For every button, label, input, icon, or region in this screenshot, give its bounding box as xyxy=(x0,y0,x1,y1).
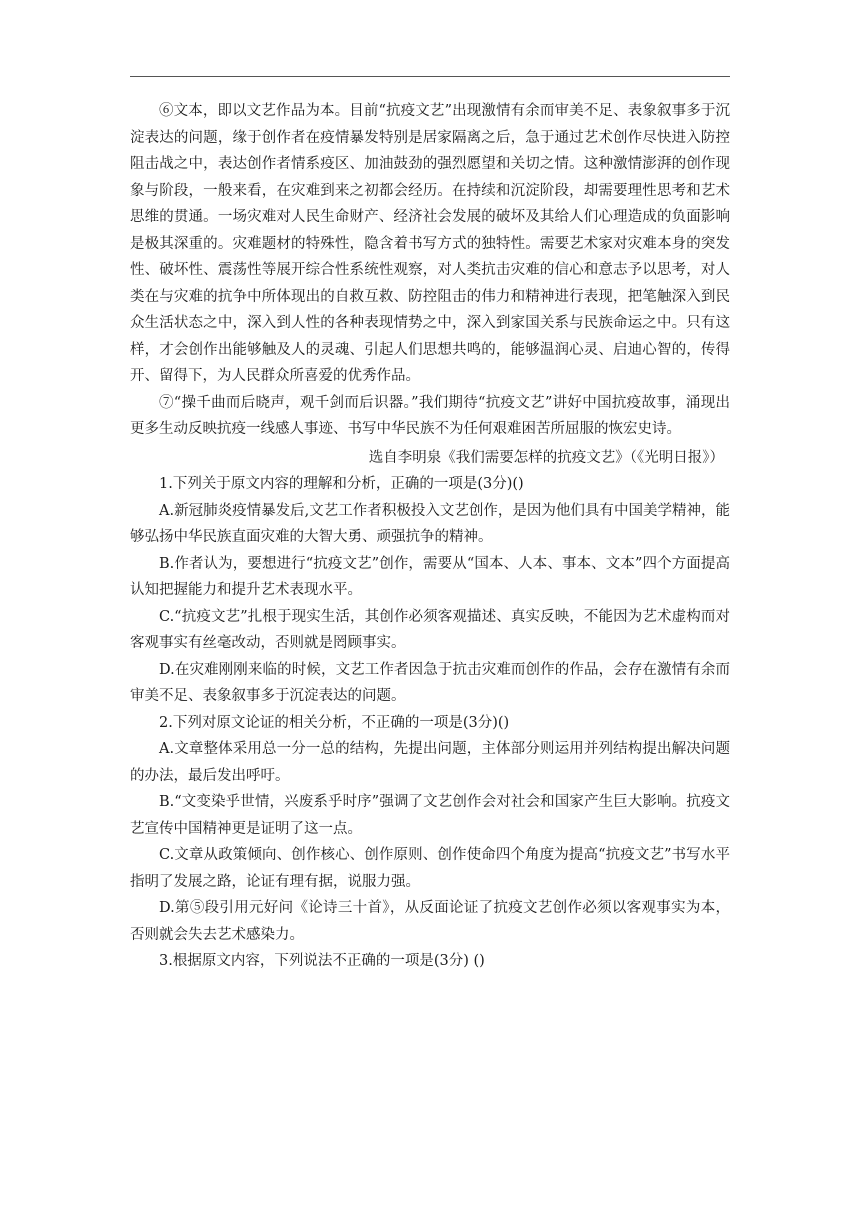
question-2-option-a: A.文章整体采用总一分一总的结构，先提出问题，主体部分则运用并列结构提出解决问题的办法，最后发出呼吁。 xyxy=(130,741,730,784)
question-1-option-b: B.作者认为，要想进行“抗疫文艺”创作，需要从“国本、人本、事本、文本”四个方面提高认知把握能力和提升艺术表现水平。 xyxy=(130,555,730,598)
paragraph-7: ⑦“操千曲而后晓声，观千剑而后识器。”我们期待“抗疫文艺”讲好中国抗疫故事，涌现出更多生动反映抗疫一线感人事迹、书写中华民族不为任何艰难困苦所屈服的恢宏史诗。 xyxy=(130,394,730,437)
question-1-option-c: C.“抗疫文艺”扎根于现实生活，其创作必须客观描述、真实反映，不能因为艺术虚构而对客观事实有丝毫改动，否则就是罔顾事实。 xyxy=(130,608,730,651)
header-rule xyxy=(130,76,730,77)
question-2-option-c: C.文章从政策倾向、创作核心、创作原则、创作使命四个角度为提高“抗疫文艺”书写水平指明了发展之路，论证有理有据，说服力强。 xyxy=(130,847,730,890)
paragraph-6: ⑥文本，即以文艺作品为本。目前“抗疫文艺”出现激情有余而审美不足、表象叙事多于沉淀表达的问题，缘于创作者在疫情暴发特别是居家隔离之后，急于通过艺术创作尽快进入防控阻击战之中，表达创作者情系疫区、加油鼓劲的强烈愿望和关切之情。这种激情澎湃的创作现象与阶段，一般来看，在灾难到来之初都会经历。在持续和沉淀阶段，却需要理性思考和艺术思维的贯通。一场灾难对人民生命财产、经济社会发展的破坏及其给人们心理造成的负面影响是极其深重的。灾难题材的特殊性，隐含着书写方式的独特性。需要艺术家对灾难本身的突发性、破坏性、震荡性等展开综合性系统性观察，对人类抗击灾难的信心和意志予以思考，对人类在与灾难的抗争中所体现出的自救互救、防控阻击的伟力和精神进行表现，把笔触深入到民众生活状态之中，深入到人性的各种表现情势之中，深入到家国关系与民族命运之中。只有这样，才会创作出能够触及人的灵魂、引起人们思想共鸣的，能够温润心灵、启迪心智的，传得开、留得下，为人民群众所喜爱的优秀作品。 xyxy=(130,103,730,384)
question-3-stem: 3.根据原文内容，下列说法不正确的一项是(3分) () xyxy=(159,953,485,969)
document-body xyxy=(130,98,730,975)
question-1-stem: 1.下列关于原文内容的理解和分析，正确的一项是(3分)() xyxy=(159,476,524,492)
question-2-stem: 2.下列对原文论证的相关分析，不正确的一项是(3分)() xyxy=(159,714,510,731)
source-citation: 选自李明泉《我们需要怎样的抗疫文艺》（《光明日报》） xyxy=(368,449,724,466)
question-1-option-d: D.在灾难刚刚来临的时候，文艺工作者因急于抗击灾难而创作的作品，会存在激情有余而审美不足、表象叙事多于沉淀表达的问题。 xyxy=(130,661,730,704)
question-2-option-d: D.第⑤段引用元好问《论诗三十首》，从反面论证了抗疫文艺创作必须以客观事实为本，否则就会失去艺术感染力。 xyxy=(130,900,730,943)
question-1-option-a: A.新冠肺炎疫情暴发后,文艺工作者积极投入文艺创作，是因为他们具有中国美学精神，能够弘扬中华民族直面灾难的大智大勇、顽强抗争的精神。 xyxy=(130,502,730,545)
question-2-option-b: B.“文变染乎世情，兴废系乎时序”强调了文艺创作会对社会和国家产生巨大影响。抗疫文艺宣传中国精神更是证明了这一点。 xyxy=(130,794,730,837)
